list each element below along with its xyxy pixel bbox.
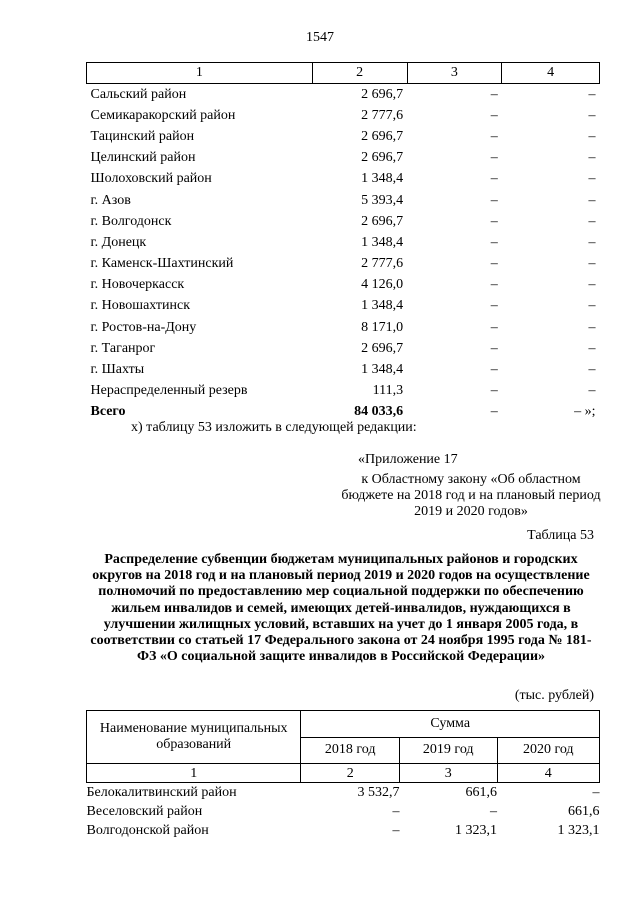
table-row <box>87 802 600 821</box>
row-value-2020: – <box>592 785 600 800</box>
total-value-4: – »; <box>574 404 596 420</box>
row-name: Сальский район <box>90 86 187 102</box>
row-value-4: – <box>588 319 596 335</box>
row-value-2: 4 126,0 <box>361 277 404 293</box>
row-name: г. Новошахтинск <box>90 298 191 314</box>
row-value-4: – <box>588 256 596 272</box>
column-number-1: 1 <box>87 764 301 783</box>
table-row <box>87 254 600 275</box>
appendix-law-reference: к Областному закону «Об областном бюджете на 2018 год и на плановый период 2019 и 2020 годов» <box>341 472 601 519</box>
row-value-2: 2 696,7 <box>361 128 404 144</box>
row-value-4: – <box>588 150 596 166</box>
row-value-2019: 661,6 <box>465 785 497 800</box>
row-name: г. Новочеркасск <box>90 277 185 293</box>
row-name: г. Ростов-на-Дону <box>90 319 197 335</box>
row-value-2: 2 696,7 <box>361 213 404 229</box>
column-number-2: 2 <box>301 764 400 783</box>
row-name: Волгодонской район <box>86 823 209 838</box>
row-value-3: – <box>490 213 498 229</box>
row-value-3: – <box>490 319 498 335</box>
row-value-3: – <box>490 192 498 208</box>
table-row <box>87 359 600 380</box>
row-value-3: – <box>490 277 498 293</box>
row-value-3: – <box>490 256 498 272</box>
table-label: Таблица 53 <box>527 528 594 543</box>
row-value-2019: 1 323,1 <box>455 823 497 838</box>
subvention-table <box>86 710 600 840</box>
row-value-2: 1 348,4 <box>361 298 404 314</box>
table-continuation <box>86 62 600 423</box>
table-row <box>87 338 600 359</box>
table-row <box>87 232 600 253</box>
row-value-2: 2 777,6 <box>361 256 404 272</box>
row-value-3: – <box>490 383 498 399</box>
row-name: г. Шахты <box>90 362 145 378</box>
row-value-4: – <box>588 298 596 314</box>
row-value-2018: – <box>392 823 400 838</box>
row-value-2018: – <box>392 804 400 819</box>
row-value-4: – <box>588 107 596 123</box>
row-value-4: – <box>588 213 596 229</box>
row-value-2020: 661,6 <box>568 804 600 819</box>
table-row <box>87 275 600 296</box>
row-name: Шолоховский район <box>90 171 212 187</box>
total-label: Всего <box>90 404 126 420</box>
row-value-3: – <box>490 107 498 123</box>
table-header-row <box>87 63 600 84</box>
row-value-3: – <box>490 86 498 102</box>
row-value-2: 5 393,4 <box>361 192 404 208</box>
row-name: Целинский район <box>90 150 196 166</box>
row-value-2: 8 171,0 <box>361 319 404 335</box>
table-row <box>87 296 600 317</box>
row-name: Нераспределенный резерв <box>90 383 248 399</box>
row-value-2: 111,3 <box>372 383 404 399</box>
page-number: 1547 <box>306 30 334 45</box>
row-value-2: 1 348,4 <box>361 234 404 250</box>
row-value-2: 1 348,4 <box>361 362 404 378</box>
column-numbers-row <box>87 764 600 783</box>
column-header-2019: 2019 год <box>399 737 497 764</box>
row-value-2: 2 696,7 <box>361 86 404 102</box>
column-number-3: 3 <box>399 764 497 783</box>
unit-label: (тыс. рублей) <box>514 688 594 703</box>
table-row <box>87 211 600 232</box>
row-value-4: – <box>588 86 596 102</box>
row-value-2019: – <box>490 804 497 819</box>
row-value-3: – <box>490 362 498 378</box>
total-value-3: – <box>490 404 498 420</box>
row-value-4: – <box>588 277 596 293</box>
appendix-reference <box>340 452 602 520</box>
table-row <box>87 169 600 190</box>
row-value-2: 2 777,6 <box>361 107 404 123</box>
table-row <box>87 783 600 803</box>
table-header-row <box>87 711 600 738</box>
row-value-4: – <box>588 340 596 356</box>
column-number-4: 4 <box>502 63 600 84</box>
row-name: Веселовский район <box>86 804 203 819</box>
column-header-2020: 2020 год <box>497 737 600 764</box>
table-row <box>87 126 600 147</box>
row-name: Семикаракорский район <box>90 107 236 123</box>
column-number-4: 4 <box>497 764 600 783</box>
row-value-4: – <box>588 192 596 208</box>
appendix-title: «Приложение 17 <box>358 452 458 467</box>
row-value-3: – <box>490 234 498 250</box>
row-value-4: – <box>588 234 596 250</box>
table-heading: Распределение субвенции бюджетам муниципальных районов и городских округов на 2018 год и на плановый период 2019 и 2020 годов на осуществление полномочий по предоставлению мер социальной поддержки по обеспечению жильем инвалидов и семей, имеющих детей-инвалидов, нуждающихся в улучшении жилищных условий, вставших на учет до 1 января 2005 года, в соответствии со статьей 17 Федерального закона от 24 ноября 1995 года № 181-ФЗ «О социальной защите инвалидов в Российской Федерации» <box>90 552 592 665</box>
column-number-3: 3 <box>407 63 502 84</box>
table-row <box>87 317 600 338</box>
column-number-1: 1 <box>87 63 313 84</box>
row-value-3: – <box>490 298 498 314</box>
row-name: г. Таганрог <box>90 340 156 356</box>
table-row <box>87 821 600 840</box>
column-number-2: 2 <box>312 63 407 84</box>
row-value-4: – <box>588 383 596 399</box>
table-row <box>87 84 600 106</box>
amendment-instruction: х) таблицу 53 изложить в следующей редакции: <box>131 420 417 435</box>
row-value-2: 1 348,4 <box>361 171 404 187</box>
row-value-3: – <box>490 150 498 166</box>
row-value-2: 2 696,7 <box>361 150 404 166</box>
table-row <box>87 105 600 126</box>
row-value-3: – <box>490 171 498 187</box>
total-value-2: 84 033,6 <box>354 404 404 420</box>
row-name: г. Каменск-Шахтинский <box>90 256 234 272</box>
row-value-2: 2 696,7 <box>361 340 404 356</box>
row-value-3: – <box>490 340 498 356</box>
row-value-4: – <box>588 362 596 378</box>
row-value-3: – <box>490 128 498 144</box>
row-value-2020: 1 323,1 <box>557 823 600 838</box>
column-header-name: Наименование муниципальных образований <box>87 711 301 764</box>
column-header-2018: 2018 год <box>301 737 400 764</box>
table-row <box>87 381 600 402</box>
row-value-2018: 3 532,7 <box>357 785 400 800</box>
row-name: г. Волгодонск <box>90 213 172 229</box>
row-name: Тацинский район <box>90 128 195 144</box>
row-value-4: – <box>588 128 596 144</box>
table-row <box>87 190 600 211</box>
row-name: г. Донецк <box>90 234 147 250</box>
row-name: Белокалитвинский район <box>86 785 237 800</box>
column-header-sum: Сумма <box>301 711 600 738</box>
table-row <box>87 148 600 169</box>
row-name: г. Азов <box>90 192 131 208</box>
row-value-4: – <box>588 171 596 187</box>
